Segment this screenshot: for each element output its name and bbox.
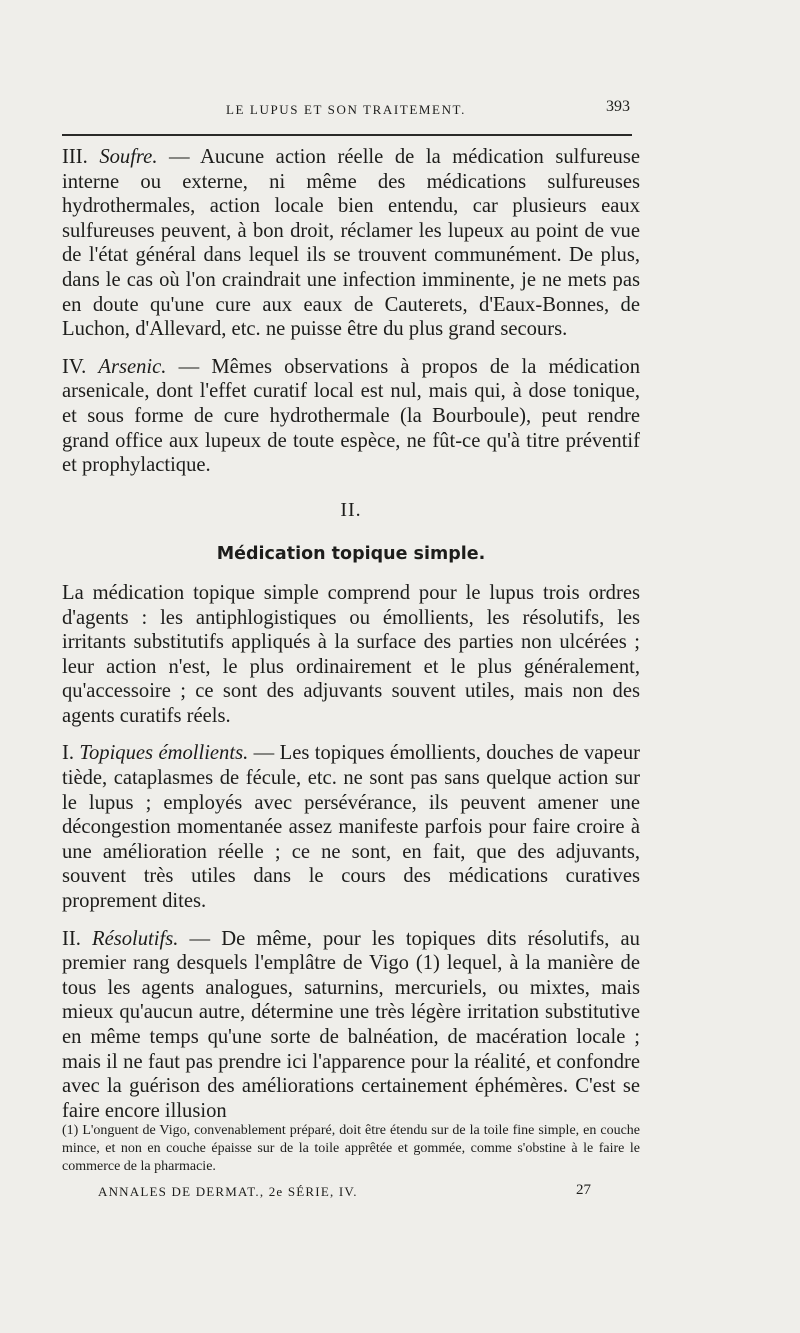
section-title: Médication topique simple.	[216, 544, 486, 565]
header-rule	[62, 134, 632, 136]
paragraph-text: — Mêmes observations à propos de la médication arsenicale, dont l'effet curatif local est nul, mais qui, à dose tonique, et sous forme de cure hydrothermale (la Bourboule), peut rendre grand office aux lupeux de toute espèce, ne fût-ce qu'à titre préventif et prophylactique.	[62, 355, 640, 477]
printer-signature: ANNALES DE DERMAT., 2e SÉRIE, IV.	[98, 1184, 358, 1199]
footnote: (1) L'onguent de Vigo, convenablement préparé, doit être étendu sur de la toile fine simple, en couche mince, et non en couche épaisse sur de la toile apprêtée et gommée, comme s'obstine à le faire le commerce de la pharmacie.	[62, 1123, 640, 1174]
paragraph-text: La médication topique simple comprend pour le lupus trois ordres d'agents : les antiphlogistiques ou émollients, les résolutifs, les irritants substitutifs appliqués à la surface des parties non ulcérées ; leur action n'est, le plus ordinairement et le plus généralement, qu'accessoire ; ce sont des adjuvants souvent utiles, mais non des agents curatifs réels.	[62, 581, 640, 727]
paragraph-label: III.	[62, 146, 88, 168]
paragraph-label: I.	[62, 742, 75, 765]
paragraph-text: — Les topiques émollients, douches de vapeur tiède, cataplasmes de fécule, etc. ne sont pas sans quelque action sur le lupus ; employés avec persévérance, ils peuvent amener une décongestion momentanée assez manifeste parfois pour faire croire à une amélioration réelle ; ce ne sont, en fait, que des adjuvants, souvent très utiles dans le cours des médications curatives proprement dites.	[62, 742, 641, 913]
paragraph-title: Topiques émollients.	[79, 742, 249, 765]
running-head-title: LE LUPUS ET SON TRAITEMENT.	[225, 102, 466, 117]
paragraph-title: Soufre.	[99, 146, 158, 168]
paragraph-soufre	[62, 145, 640, 342]
signature-number: 27	[576, 1182, 591, 1198]
section-number: II.	[340, 498, 362, 521]
paragraph-arsenic	[62, 355, 640, 478]
paragraph-title: Arsenic.	[98, 355, 167, 378]
body-text	[62, 145, 640, 1123]
paragraph-label: IV.	[62, 355, 87, 378]
paragraph-resolutifs	[62, 927, 640, 1124]
running-head	[62, 98, 630, 120]
paragraph-text: — Aucune action réelle de la médication sulfureuse interne ou externe, ni même des médications sulfureuses hydrothermales, action locale bien entendu, car plusieurs eaux sulfureuses peuvent, à bon droit, réclamer les lupeux au point de vue de l'état général dans lequel ils se trouvent communément. De plus, dans le cas où l'on craindrait une infection imminente, je ne mets pas en doute qu'une cure aux eaux de Cauterets, d'Eaux-Bonnes, de Luchon, d'Allevard, etc. ne puisse être du plus grand secours.	[62, 146, 640, 341]
paragraph-text: — De même, pour les topiques dits résolutifs, au premier rang desquels l'emplâtre de Vigo (1) lequel, à la manière de tous les agents analogues, saturnins, mercuriels, ou mixtes, mais mieux qu'aucun autre, détermine une très légère irritation substitutive en même temps qu'une sorte de balnéation, de macération locale ; mais il ne faut pas prendre ici l'apparence pour la réalité, et confondre avec la guérison des améliorations certainement éphémères. C'est se faire encore illusion	[62, 927, 640, 1122]
paragraph-label: II.	[62, 927, 81, 950]
paragraph-intro	[62, 581, 640, 729]
paragraph-title: Résolutifs.	[92, 927, 179, 950]
footnotes	[62, 1122, 640, 1176]
page-number: 393	[606, 98, 630, 115]
paragraph-emollients	[62, 741, 640, 913]
